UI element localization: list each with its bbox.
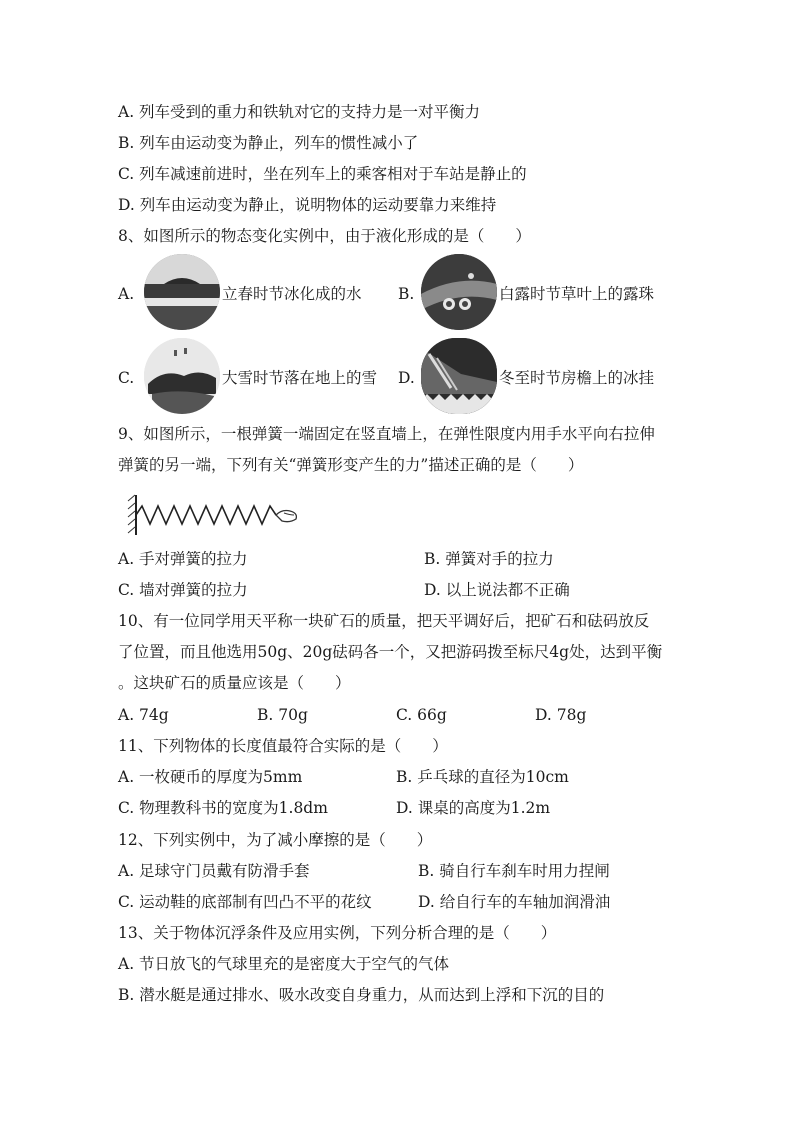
q11-option-a: A. 一枚硬币的厚度为5mm: [118, 768, 303, 786]
q12-option-d: D. 给自行车的车轴加润滑油: [418, 893, 611, 911]
q8-b-caption: 白露时节草叶上的露珠: [499, 285, 655, 303]
q10-option-c: C. 66g: [396, 706, 447, 724]
q7-option-c: C. 列车减速前进时，坐在列车上的乘客相对于车站是静止的: [118, 165, 527, 183]
q10-stem-line2: 了位置，而且他选用50g、20g砝码各一个，又把游码拨至标尺4g处，达到平衡: [118, 643, 663, 661]
q9-option-b: B. 弹簧对手的拉力: [424, 550, 554, 568]
spring-diagram: [126, 493, 302, 537]
q10-stem-line1: 10、有一位同学用天平称一块矿石的质量，把天平调好后，把矿石和砝码放反: [118, 612, 650, 630]
q12-option-a: A. 足球守门员戴有防滑手套: [118, 862, 310, 880]
q9-stem-line1: 9、如图所示，一根弹簧一端固定在竖直墙上，在弹性限度内用手水平向右拉伸: [118, 425, 655, 443]
q9-option-c: C. 墙对弹簧的拉力: [118, 581, 248, 599]
q10-option-a: A. 74g: [118, 706, 169, 724]
q13-stem: 13、关于物体沉浮条件及应用实例，下列分析合理的是（ ）: [118, 924, 557, 942]
q8-c-letter: C.: [118, 369, 135, 387]
q8-a-caption: 立春时节冰化成的水: [222, 285, 362, 303]
q12-option-c: C. 运动鞋的底部制有凹凸不平的花纹: [118, 893, 372, 911]
q7-option-d: D. 列车由运动变为静止，说明物体的运动要靠力来维持: [118, 196, 497, 214]
q8-c-caption: 大雪时节落在地上的雪: [222, 369, 378, 387]
q10-option-d: D. 78g: [535, 706, 587, 724]
q11-option-d: D. 课桌的高度为1.2m: [396, 799, 551, 817]
q12-stem: 12、下列实例中，为了减小摩擦的是（ ）: [118, 831, 433, 849]
q9-option-a: A. 手对弹簧的拉力: [118, 550, 248, 568]
q8-a-letter: A.: [118, 285, 135, 303]
q10-option-b: B. 70g: [257, 706, 308, 724]
q13-option-a: A. 节日放飞的气球里充的是密度大于空气的气体: [118, 955, 450, 973]
q8-d-caption: 冬至时节房檐上的冰挂: [499, 369, 655, 387]
q7-option-a: A. 列车受到的重力和铁轨对它的支持力是一对平衡力: [118, 103, 481, 121]
q11-option-b: B. 乒乓球的直径为10cm: [396, 768, 569, 786]
q9-stem-line2: 弹簧的另一端，下列有关“弹簧形变产生的力”描述正确的是（ ）: [118, 456, 584, 474]
q8-a-image: [144, 254, 220, 330]
q7-option-b: B. 列车由运动变为静止，列车的惯性减小了: [118, 134, 419, 152]
q9-option-d: D. 以上说法都不正确: [424, 581, 570, 599]
q10-stem-line3: 。这块矿石的质量应该是（ ）: [118, 674, 351, 692]
q12-option-b: B. 骑自行车刹车时用力捏闸: [418, 862, 610, 880]
q11-stem: 11、下列物体的长度值最符合实际的是（ ）: [118, 737, 448, 755]
q11-option-c: C. 物理教科书的宽度为1.8dm: [118, 799, 328, 817]
q8-d-letter: D.: [398, 369, 415, 387]
q8-b-letter: B.: [398, 285, 415, 303]
q13-option-b: B. 潜水艇是通过排水、吸水改变自身重力，从而达到上浮和下沉的目的: [118, 986, 605, 1004]
q8-stem: 8、如图所示的物态变化实例中，由于液化形成的是（ ）: [118, 227, 531, 245]
q8-b-image: [421, 254, 497, 330]
q8-c-image: [144, 338, 220, 414]
q8-d-image: [421, 338, 497, 414]
